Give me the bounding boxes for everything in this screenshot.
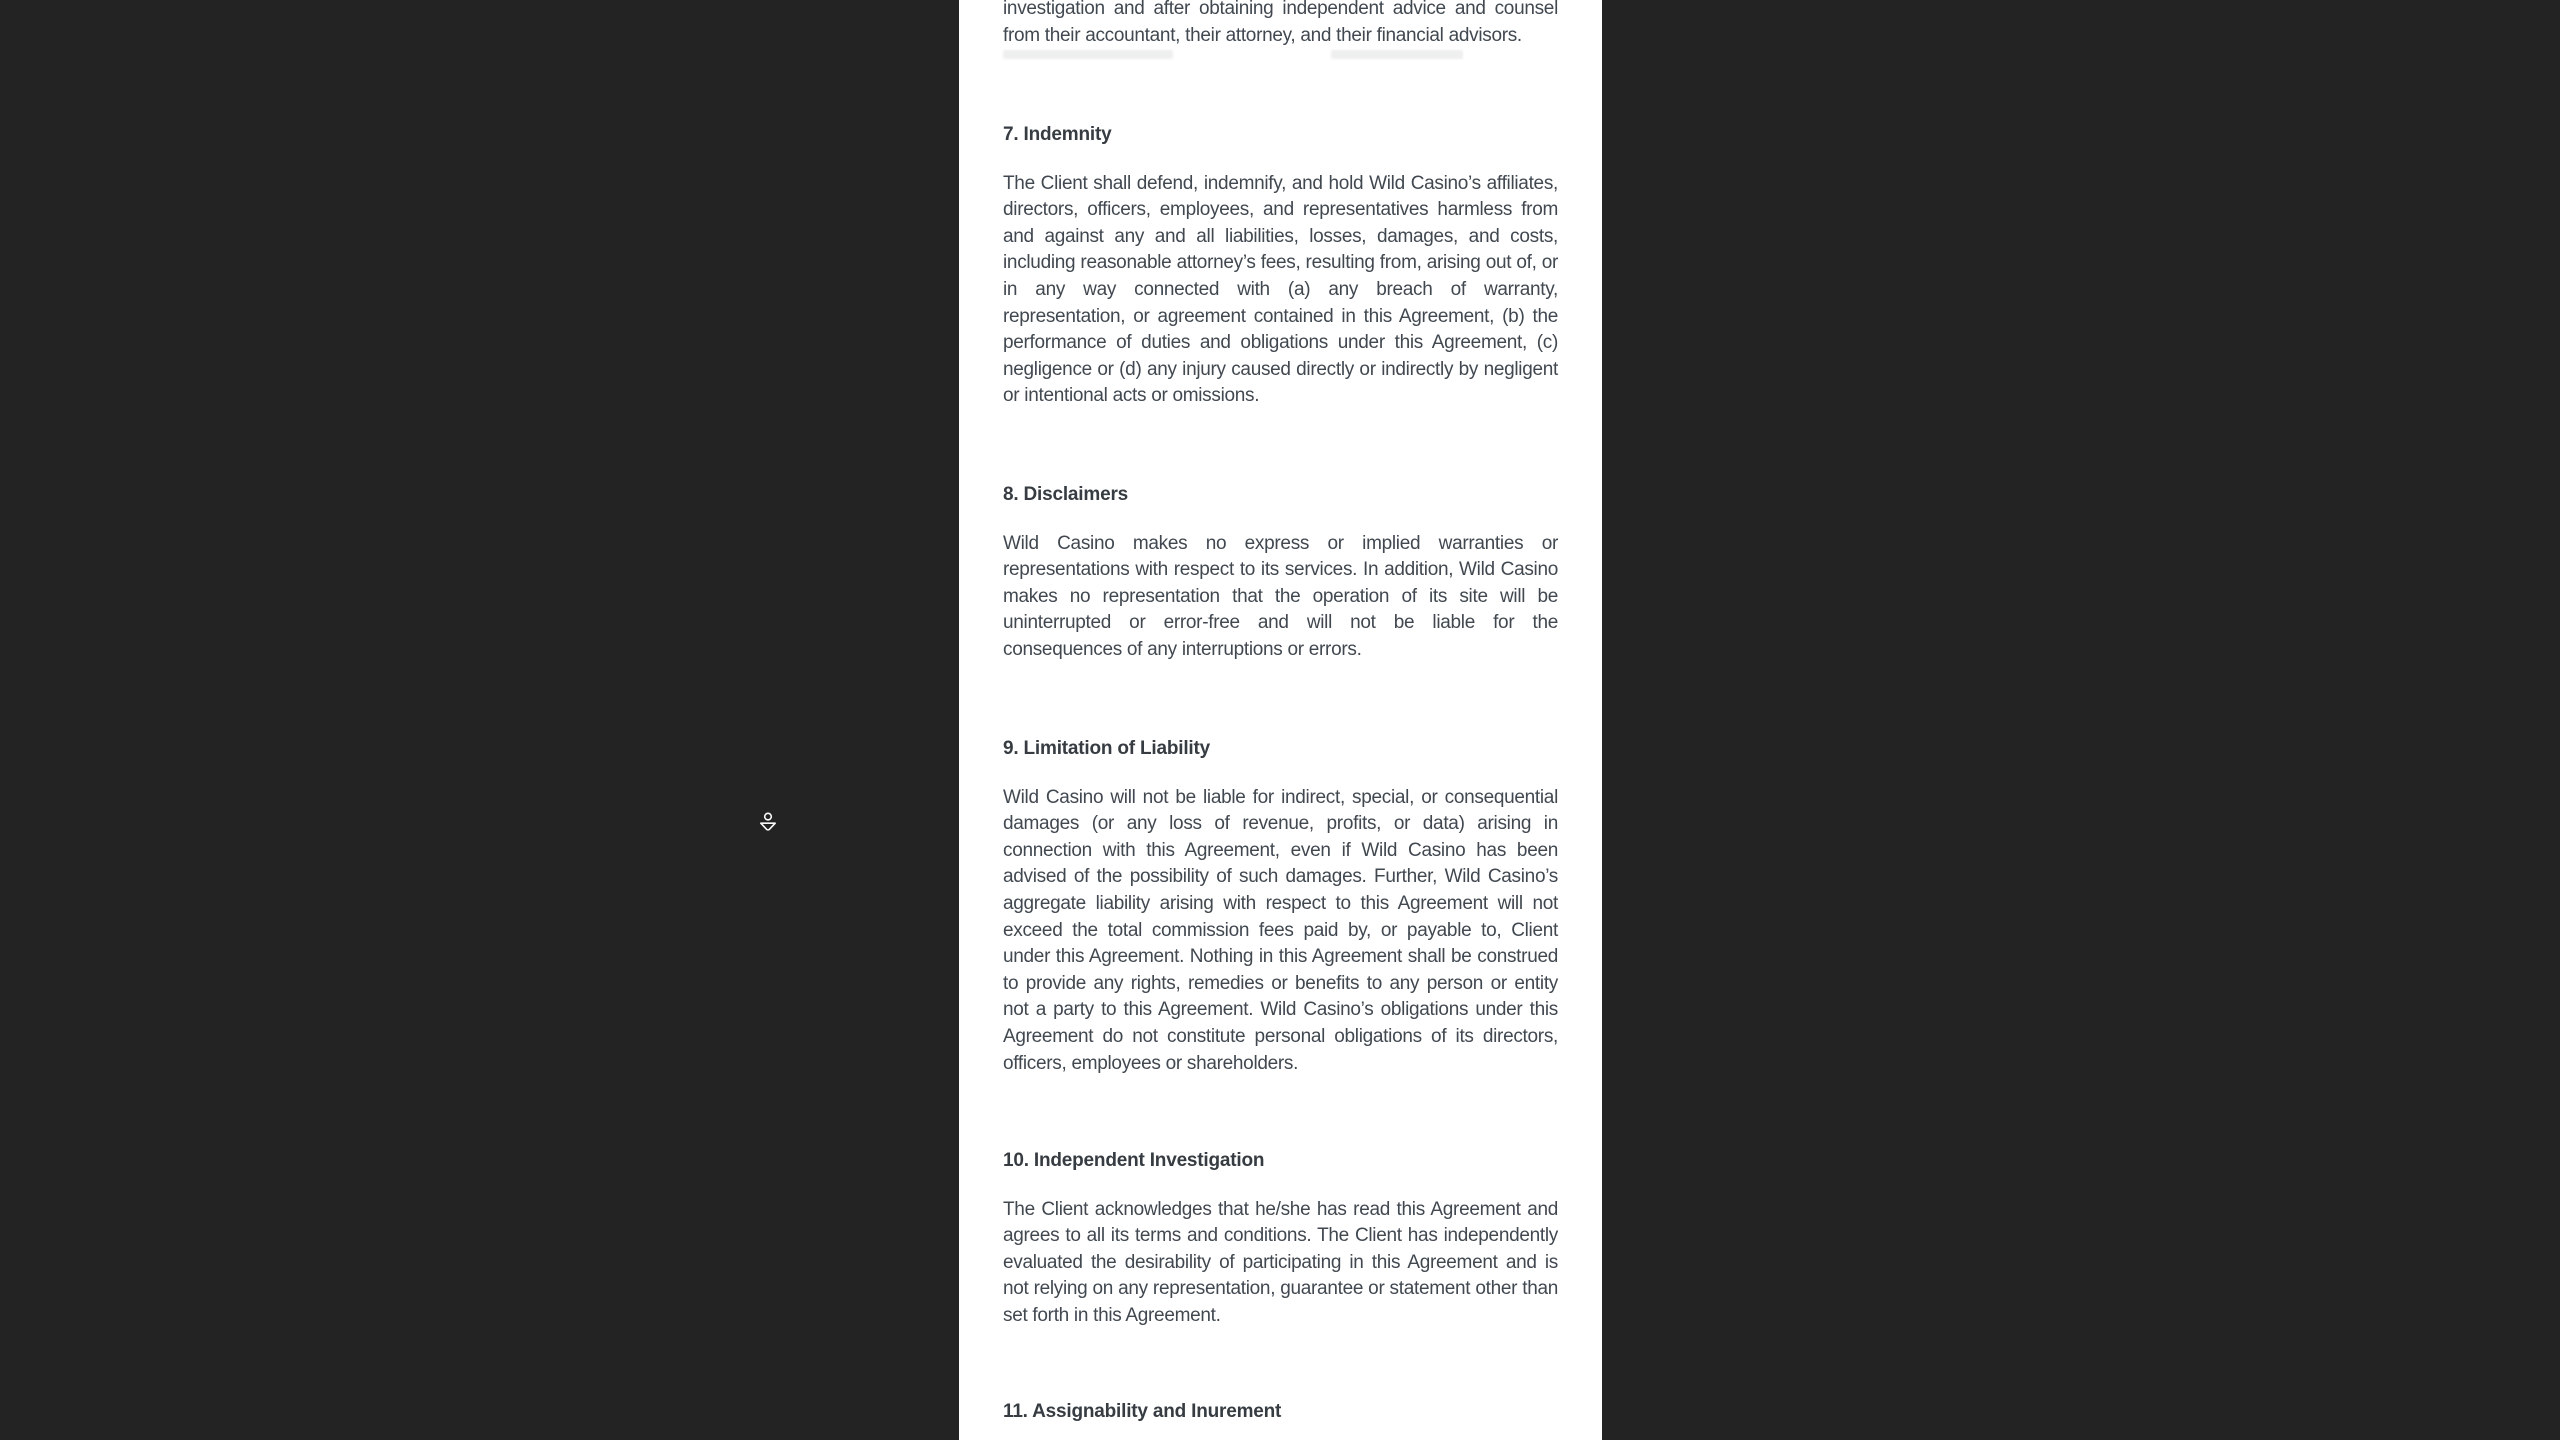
section-heading: 10. Independent Investigation <box>1003 1150 1265 1171</box>
fragment-line: from their accountant, their attorney, and their financial advisors. <box>1003 24 1522 46</box>
ghost-highlight <box>1331 50 1463 59</box>
section-assignability-and-inurement <box>1003 1399 1558 1440</box>
section-body: Wild Casino will not be liable for indirect, special, or consequential damages (or any loss of revenue, profits, or data) arising in connection with this Agreement, even if Wild Casino has been advised of the possibility of such damages. Further, Wild Casino’s aggregate liability arising with respect to this Agreement will not exceed the total commission fees paid by, or payable to, Client under this Agreement. Nothing in this Agreement shall be construed to provide any rights, remedies or benefits to any person or entity not a party to this Agreement. Wild Casino’s obligations under this Agreement do not constitute personal obligations of its directors, officers, employees or shareholders. <box>1003 786 1558 1074</box>
previous-section-fragment <box>1003 0 1558 49</box>
document-page <box>959 0 1602 1440</box>
section-body: The Client acknowledges that he/she has read this Agreement and agrees to all its terms and conditions. The Client has independently evaluated the desirability of participating in this Agreement and is not relying on any representation, guarantee or statement other than set forth in this Agreement. <box>1003 1198 1558 1326</box>
section-heading: 7. Indemnity <box>1003 124 1112 145</box>
section-body: Wild Casino makes no express or implied warranties or representations with respect to its services. In addition, Wild Casino makes no representation that the operation of its site will be uninterrupted or error-free and will not be liable for the consequences of any interruptions or errors. <box>1003 532 1558 660</box>
section-heading: 11. Assignability and Inurement <box>1003 1401 1282 1422</box>
person-chevron-down-icon[interactable] <box>756 811 780 835</box>
section-body: The Client shall defend, indemnify, and hold Wild Casino’s affiliates, directors, officers, employees, and representatives harmless from and against any and all liabilities, losses, damages, and costs, including reasonable attorney’s fees, resulting from, arising out of, or in any way connected with (a) any breach of warranty, representation, or agreement contained in this Agreement, (b) the performance of duties and obligations under this Agreement, (c) negligence or (d) any injury caused directly or indirectly by negligent or intentional acts or omissions. <box>1003 172 1558 407</box>
section-disclaimers <box>1003 482 1558 664</box>
section-limitation-of-liability <box>1003 736 1558 1077</box>
section-heading: 8. Disclaimers <box>1003 484 1129 505</box>
fragment-line: investigation and after obtaining independent advice and counsel <box>1003 0 1558 19</box>
section-heading: 9. Limitation of Liability <box>1003 738 1210 759</box>
document-content <box>1003 0 1558 1440</box>
section-indemnity <box>1003 122 1558 410</box>
ghost-highlight <box>1003 50 1173 59</box>
section-independent-investigation <box>1003 1148 1558 1330</box>
